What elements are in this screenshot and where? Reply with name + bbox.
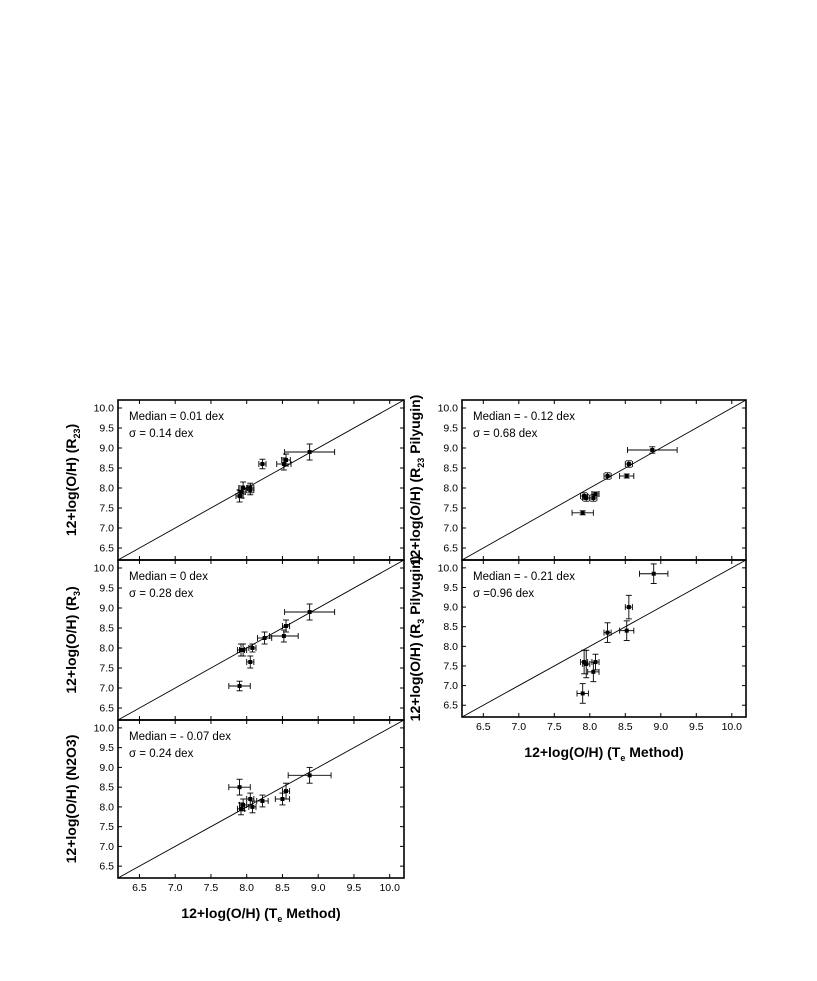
y-axis-title: 12+log(O/H) ($R_3$ Pilyugin) [407, 555, 426, 722]
marker [241, 648, 245, 652]
y-tick-label: 6.5 [99, 860, 114, 873]
data-point [257, 795, 268, 807]
data-point [247, 656, 254, 668]
y-tick-label: 8.0 [443, 482, 458, 495]
y-tick-label: 9.0 [99, 761, 114, 774]
one-to-one-line [462, 560, 746, 717]
y-axis-title: 12+log(O/H) (N2O3) [63, 734, 79, 864]
panel-r23 [63, 400, 404, 560]
marker [238, 684, 242, 688]
sigma-annotation: σ = 0.14 dex [129, 428, 194, 440]
marker [627, 605, 631, 609]
marker [625, 474, 629, 478]
marker [652, 572, 656, 576]
marker [248, 660, 252, 664]
x-tick-label: 8.0 [239, 882, 255, 894]
y-tick-label: 7.0 [99, 522, 114, 535]
marker [308, 610, 312, 614]
x-tick-label: 6.5 [475, 721, 491, 733]
marker [593, 660, 597, 664]
y-tick-label: 9.5 [443, 422, 458, 435]
marker [241, 486, 245, 490]
marker [284, 789, 288, 793]
marker [260, 462, 264, 466]
median-annotation: Median = - 0.12 dex [473, 411, 575, 423]
data-point [640, 564, 668, 584]
y-tick-label: 9.5 [99, 422, 114, 435]
marker [591, 670, 595, 674]
data-point [285, 604, 335, 620]
y-tick-label: 8.0 [99, 642, 114, 655]
y-tick-label: 7.5 [99, 662, 114, 675]
marker [581, 511, 585, 515]
marker [606, 474, 610, 478]
marker [308, 773, 312, 777]
x-tick-label: 7.5 [203, 882, 219, 894]
marker [581, 691, 585, 695]
marker [248, 797, 252, 801]
y-tick-label: 7.0 [99, 840, 114, 853]
marker [650, 448, 654, 452]
y-tick-label: 9.0 [99, 602, 114, 615]
y-tick-label: 10.0 [93, 562, 114, 575]
y-tick-label: 6.5 [443, 699, 458, 712]
marker [263, 636, 267, 640]
marker [584, 496, 588, 500]
marker [282, 634, 286, 638]
data-point [577, 684, 588, 704]
median-annotation: Median = 0 dex [129, 571, 208, 583]
y-tick-label: 6.5 [99, 702, 114, 715]
data-point [572, 510, 593, 516]
marker [238, 785, 242, 789]
y-tick-label: 8.0 [99, 801, 114, 814]
marker [284, 458, 288, 462]
data-point [604, 623, 611, 643]
data-point [627, 447, 677, 453]
y-tick-label: 10.0 [93, 402, 114, 415]
y-tick-label: 6.5 [99, 542, 114, 555]
y-tick-label: 8.5 [99, 781, 114, 794]
x-tick-label: 7.5 [546, 721, 562, 733]
y-tick-label: 10.0 [93, 722, 114, 735]
y-tick-label: 9.0 [99, 442, 114, 455]
marker [284, 624, 288, 628]
y-tick-label: 9.0 [443, 442, 458, 455]
y-tick-label: 9.5 [443, 581, 458, 594]
y-tick-label: 7.5 [443, 660, 458, 673]
y-tick-label: 8.5 [99, 462, 114, 475]
x-tick-label: 7.0 [167, 882, 183, 894]
marker [248, 488, 252, 492]
x-tick-label: 9.5 [346, 882, 362, 894]
y-tick-label: 8.0 [443, 640, 458, 653]
y-tick-label: 9.0 [443, 601, 458, 614]
x-tick-label: 9.0 [310, 882, 326, 894]
panel-r23-pilyugin [407, 395, 746, 566]
marker [606, 631, 610, 635]
x-tick-label: 6.5 [132, 882, 147, 894]
median-annotation: Median = - 0.07 dex [129, 731, 231, 743]
y-axis-title: 12+log(O/H) $(R_3)$ [63, 586, 82, 694]
y-tick-label: 7.5 [443, 502, 458, 515]
one-to-one-line [118, 400, 404, 560]
x-tick-label: 7.0 [511, 721, 527, 733]
marker [241, 803, 245, 807]
sigma-annotation: σ =0.96 dex [473, 588, 535, 600]
marker [282, 462, 286, 466]
y-tick-label: 7.5 [99, 502, 114, 515]
panel-r3 [63, 560, 404, 720]
y-tick-label: 8.0 [99, 482, 114, 495]
y-tick-label: 7.0 [443, 522, 458, 535]
y-tick-label: 9.5 [99, 742, 114, 755]
data-point [625, 461, 632, 467]
panel-n2o3 [63, 720, 404, 924]
y-axis-title: 12+log(O/H) $(R_{23})$ [63, 423, 82, 537]
y-tick-label: 8.5 [99, 622, 114, 635]
x-tick-label: 10.0 [721, 721, 743, 733]
data-point [259, 459, 266, 469]
y-tick-label: 8.5 [443, 462, 458, 475]
one-to-one-line [462, 400, 746, 560]
data-point [604, 473, 611, 479]
sigma-annotation: σ = 0.28 dex [129, 588, 194, 600]
x-axis-title: 12+log(O/H) ($T_e$ Method) [181, 905, 341, 924]
marker [627, 462, 631, 466]
x-tick-label: 9.5 [688, 721, 704, 733]
data-point [620, 621, 634, 641]
y-tick-label: 7.5 [99, 821, 114, 834]
sigma-annotation: σ = 0.68 dex [473, 428, 538, 440]
y-tick-label: 10.0 [437, 562, 458, 575]
y-axis-title: 12+log(O/H) ($R_{23}$ Pilyugin) [407, 394, 426, 566]
data-point [620, 473, 634, 479]
data-point [625, 595, 632, 619]
data-point [282, 783, 289, 799]
y-tick-label: 7.0 [443, 680, 458, 693]
x-tick-label: 9.0 [653, 721, 669, 733]
sigma-annotation: σ = 0.24 dex [129, 748, 194, 760]
y-tick-label: 6.5 [443, 542, 458, 555]
y-tick-label: 7.0 [99, 682, 114, 695]
x-axis-title: 12+log(O/H) ($T_e$ Method) [524, 744, 684, 763]
one-to-one-line [118, 560, 404, 720]
y-tick-label: 9.5 [99, 582, 114, 595]
x-tick-label: 8.5 [617, 721, 633, 733]
marker [584, 662, 588, 666]
y-tick-label: 10.0 [437, 402, 458, 415]
x-tick-label: 10.0 [379, 882, 400, 894]
data-point [229, 779, 250, 795]
marker [250, 646, 254, 650]
x-tick-label: 8.5 [275, 882, 290, 894]
data-point [592, 491, 599, 497]
y-tick-label: 8.5 [443, 621, 458, 634]
data-point [285, 444, 335, 460]
median-annotation: Median = - 0.21 dex [473, 571, 575, 583]
marker [593, 492, 597, 496]
marker [250, 805, 254, 809]
panel-r3-pilyugin [407, 556, 746, 763]
marker [308, 450, 312, 454]
median-annotation: Median = 0.01 dex [129, 411, 224, 423]
data-point [229, 681, 250, 691]
marker [260, 799, 264, 803]
marker [625, 629, 629, 633]
x-tick-label: 8.0 [582, 721, 598, 733]
data-point [249, 644, 256, 652]
